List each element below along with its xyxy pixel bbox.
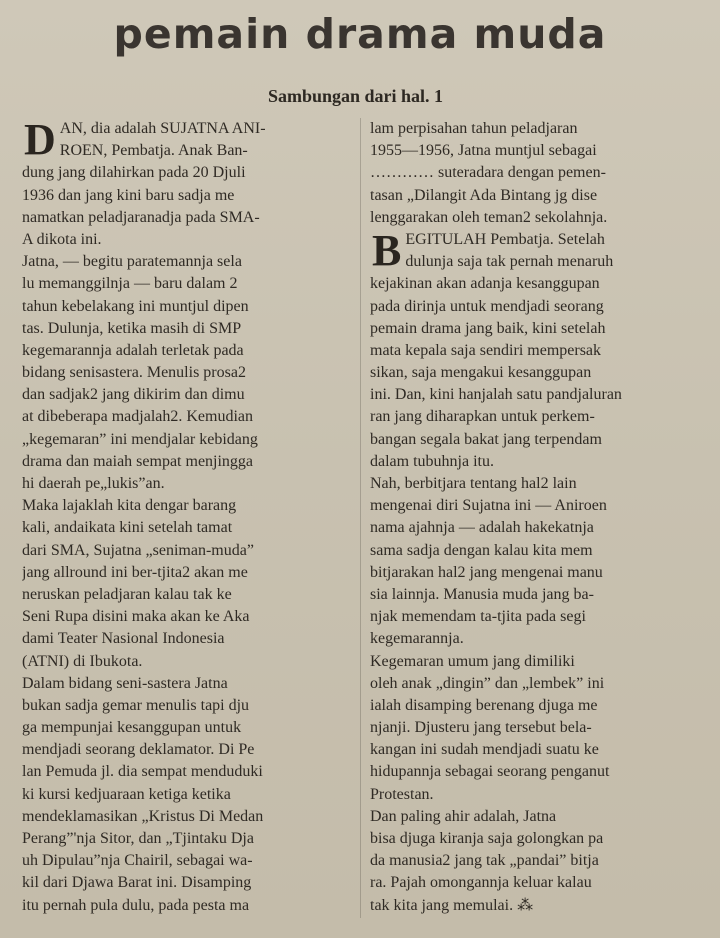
text-line: 1936 dan jang kini baru sadja me	[22, 186, 235, 204]
text-line: sia lainnja. Manusia muda jang ba-	[370, 585, 594, 603]
text-line: ga mempunjai kesanggupan untuk	[22, 719, 242, 737]
text-line: kegemarannja.	[370, 630, 464, 648]
text-line: Protestan.	[370, 785, 434, 803]
text-line: mendeklamasikan „Kristus Di Medan	[22, 807, 264, 825]
text-line: bukan sadja gemar menulis tapi dju	[22, 696, 250, 714]
text-line: dulunja saja tak pernah menaruh	[405, 253, 614, 271]
text-line: „kegemaran” ini mendjalar kebidang	[22, 430, 258, 448]
text-line: mendjadi seorang deklamator. Di Pe	[22, 741, 255, 759]
text-line: EGITULAH Pembatja. Setelah	[405, 230, 605, 248]
text-line: sikan, saja mengakui kesanggupan	[370, 364, 592, 382]
text-line: dan sadjak2 jang dikirim dan dimu	[22, 386, 245, 404]
dropcap-right: B	[372, 225, 402, 275]
text-line: Seni Rupa disini maka akan ke Aka	[22, 608, 250, 626]
text-line: Dalam bidang seni-sastera Jatna	[22, 674, 228, 692]
text-line: ………… suteradara dengan pemen-	[370, 164, 606, 182]
article-title: pemain drama muda	[113, 10, 607, 58]
text-line: njanji. Djusteru jang tersebut bela-	[370, 719, 592, 737]
text-line: mengenai diri Sujatna ini — Aniroen	[370, 497, 607, 515]
text-line: kil dari Djawa Barat ini. Disamping	[22, 874, 252, 892]
left-column	[22, 115, 362, 917]
text-line: bidang senisastera. Menulis prosa2	[22, 364, 246, 382]
text-line: Maka lajaklah kita dengar barang	[22, 497, 237, 515]
text-line: lenggarakan oleh teman2 sekolahnja.	[370, 208, 608, 226]
text-line: njak memendam ta-tjita pada segi	[370, 608, 586, 626]
text-line: jang allround ini ber-tjita2 akan me	[22, 563, 248, 581]
text-line: tahun kebelakang ini muntjul dipen	[22, 297, 249, 315]
text-line: ran jang diharapkan untuk perkem-	[370, 408, 595, 426]
text-line: AN, dia adalah SUJATNA ANI-	[59, 120, 266, 137]
text-line: tas. Dulunja, ketika masih di SMP	[22, 319, 242, 337]
text-line: lam perpisahan tahun peladjaran	[370, 120, 578, 137]
text-line: ialah disamping berenang djuga me	[370, 696, 598, 714]
text-line: ini. Dan, kini hanjalah satu pandjaluran	[370, 386, 622, 404]
text-line: bitjarakan hal2 jang mengenai manu	[370, 563, 603, 581]
text-line: Perang”'nja Sitor, dan „Tjintaku Dja	[22, 830, 254, 847]
text-line: Kegemaran umum jang dimiliki	[370, 652, 575, 670]
text-line: dalam tubuhnja itu.	[370, 452, 494, 470]
text-line: bisa djuga kiranja saja golongkan pa	[370, 830, 604, 847]
text-line: itu pernah pula dulu, pada pesta ma	[22, 896, 250, 914]
right-column	[370, 118, 708, 917]
text-line: tak kita jang memulai. ⁂	[370, 896, 534, 914]
text-line: dung jang dilahirkan pada 20 Djuli	[22, 164, 246, 182]
text-line: A dikota ini.	[22, 230, 102, 248]
article-subtitle: Sambungan dari hal. 1	[268, 86, 444, 106]
text-line: da manusia2 jang tak „pandai” bitja	[370, 852, 599, 870]
text-line: nama ajahnja — adalah hakekatnja	[370, 519, 594, 537]
text-line: dami Teater Nasional Indonesia	[22, 630, 225, 648]
text-line: (ATNI) di Ibukota.	[22, 652, 143, 670]
text-line: lu memanggilnja — baru dalam 2	[22, 275, 238, 293]
text-line: kegemarannja adalah terletak pada	[22, 341, 244, 359]
text-line: dari SMA, Sujatna „seniman-muda”	[22, 541, 254, 559]
text-line: drama dan maiah sempat menjingga	[22, 452, 254, 470]
text-line: Dan paling ahir adalah, Jatna	[370, 807, 557, 825]
text-line: pemain drama jang baik, kini setelah	[370, 319, 606, 337]
text-line: hi daerah pe„lukis”an.	[22, 475, 165, 492]
text-line: oleh anak „dingin” dan „lembek” ini	[370, 674, 605, 692]
text-line: kejakinan akan adanja kesanggupan	[370, 275, 600, 293]
text-line: lan Pemuda jl. dia sempat menduduki	[22, 763, 263, 781]
text-line: ki kursi kedjuaraan ketiga ketika	[22, 785, 231, 803]
dropcap-left: D	[24, 115, 56, 164]
text-line: uh Dipulau”nja Chairil, sebagai wa-	[22, 852, 253, 870]
text-line: tasan „Dilangit Ada Bintang jg dise	[370, 186, 598, 204]
text-line: neruskan peladjaran kalau tak ke	[22, 585, 232, 603]
text-line: sama sadja dengan kalau kita mem	[370, 541, 593, 559]
text-line: pada dirinja untuk mendjadi seorang	[370, 297, 604, 315]
text-line: ra. Pajah omongannja keluar kalau	[370, 874, 592, 892]
text-line: at dibeberapa madjalah2. Kemudian	[22, 408, 254, 426]
text-line: mata kepala saja sendiri mempersak	[370, 341, 602, 359]
text-line: Jatna, — begitu paratemannja sela	[22, 253, 242, 271]
text-line: bangan segala bakat jang terpendam	[370, 430, 602, 448]
text-line: Nah, berbitjara tentang hal2 lain	[370, 475, 577, 492]
text-line: ROEN, Pembatja. Anak Ban-	[59, 142, 248, 160]
text-line: namatkan peladjaranadja pada SMA-	[22, 208, 260, 226]
text-line: kangan ini sudah mendjadi suatu ke	[370, 741, 599, 759]
text-line: kali, andaikata kini setelah tamat	[22, 519, 233, 537]
text-line: hidupannja sebagai seorang penganut	[370, 763, 610, 781]
text-line: 1955—1956, Jatna muntjul sebagai	[370, 142, 597, 160]
